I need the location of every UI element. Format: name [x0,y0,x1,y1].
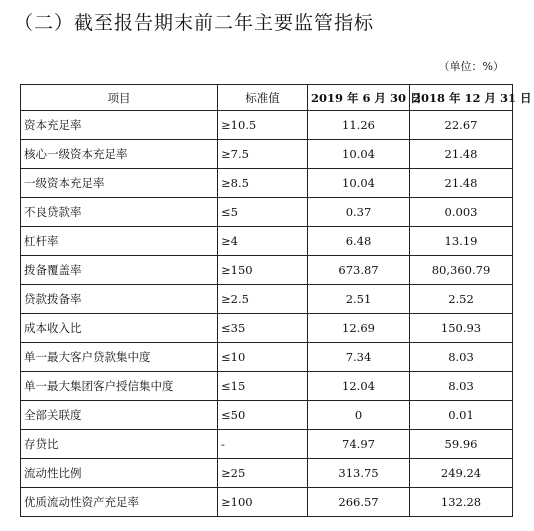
value-2019-cell: 74.97 [308,430,410,459]
section-title: （二）截至报告期末前二年主要监管指标 [14,12,375,34]
standard-cell: ≥25 [218,459,308,488]
value-2019-cell: 6.48 [308,227,410,256]
regulatory-indicators-table [20,84,532,517]
item-cell: 流动性比例 [21,459,218,488]
table-row [21,198,513,227]
value-2019-cell: 7.34 [308,343,410,372]
table-row [21,256,513,285]
table-row [21,169,513,198]
value-2019-cell: 10.04 [308,169,410,198]
table-row [21,430,513,459]
table-row [21,459,513,488]
value-2019-cell: 12.04 [308,372,410,401]
standard-cell: ≥10.5 [218,111,308,140]
value-2019-cell: 673.87 [308,256,410,285]
header-2019-06-30: 2019 年 6 月 30 日 [308,85,410,111]
header-standard: 标准值 [218,85,308,111]
value-2018-cell: 21.48 [410,140,513,169]
item-cell: 拨备覆盖率 [21,256,218,285]
table-row [21,285,513,314]
item-cell: 单一最大集团客户授信集中度 [21,372,218,401]
standard-cell: ≤35 [218,314,308,343]
table-row [21,343,513,372]
item-cell: 一级资本充足率 [21,169,218,198]
value-2018-cell: 249.24 [410,459,513,488]
item-cell: 优质流动性资产充足率 [21,488,218,517]
standard-cell: ≥2.5 [218,285,308,314]
value-2019-cell: 12.69 [308,314,410,343]
value-2018-cell: 0.003 [410,198,513,227]
standard-cell: ≥7.5 [218,140,308,169]
unit-note: （单位：%） [438,60,504,73]
value-2019-cell: 2.51 [308,285,410,314]
value-2019-cell: 266.57 [308,488,410,517]
table-row [21,372,513,401]
value-2018-cell: 0.01 [410,401,513,430]
table-row [21,488,513,517]
value-2018-cell: 59.96 [410,430,513,459]
item-cell: 单一最大客户贷款集中度 [21,343,218,372]
value-2018-cell: 8.03 [410,343,513,372]
table-row [21,111,513,140]
standard-cell: ≤50 [218,401,308,430]
header-item: 项目 [21,85,218,111]
item-cell: 资本充足率 [21,111,218,140]
standard-cell: - [218,430,308,459]
value-2019-cell: 0 [308,401,410,430]
item-cell: 核心一级资本充足率 [21,140,218,169]
value-2019-cell: 313.75 [308,459,410,488]
standard-cell: ≥8.5 [218,169,308,198]
standard-cell: ≥100 [218,488,308,517]
standard-cell: ≤10 [218,343,308,372]
value-2018-cell: 2.52 [410,285,513,314]
header-2018-12-31: 2018 年 12 月 31 日 [410,85,513,111]
value-2019-cell: 0.37 [308,198,410,227]
value-2018-cell: 150.93 [410,314,513,343]
item-cell: 杠杆率 [21,227,218,256]
value-2019-cell: 10.04 [308,140,410,169]
item-cell: 贷款拨备率 [21,285,218,314]
table-row [21,314,513,343]
item-cell: 全部关联度 [21,401,218,430]
value-2018-cell: 8.03 [410,372,513,401]
value-2018-cell: 22.67 [410,111,513,140]
value-2018-cell: 132.28 [410,488,513,517]
standard-cell: ≥150 [218,256,308,285]
standard-cell: ≤15 [218,372,308,401]
value-2018-cell: 21.48 [410,169,513,198]
table-row [21,227,513,256]
table-row [21,140,513,169]
value-2019-cell: 11.26 [308,111,410,140]
standard-cell: ≥4 [218,227,308,256]
value-2018-cell: 13.19 [410,227,513,256]
table-header-row [21,85,513,111]
value-2018-cell: 80,360.79 [410,256,513,285]
table-row [21,401,513,430]
item-cell: 不良贷款率 [21,198,218,227]
item-cell: 成本收入比 [21,314,218,343]
standard-cell: ≤5 [218,198,308,227]
item-cell: 存贷比 [21,430,218,459]
